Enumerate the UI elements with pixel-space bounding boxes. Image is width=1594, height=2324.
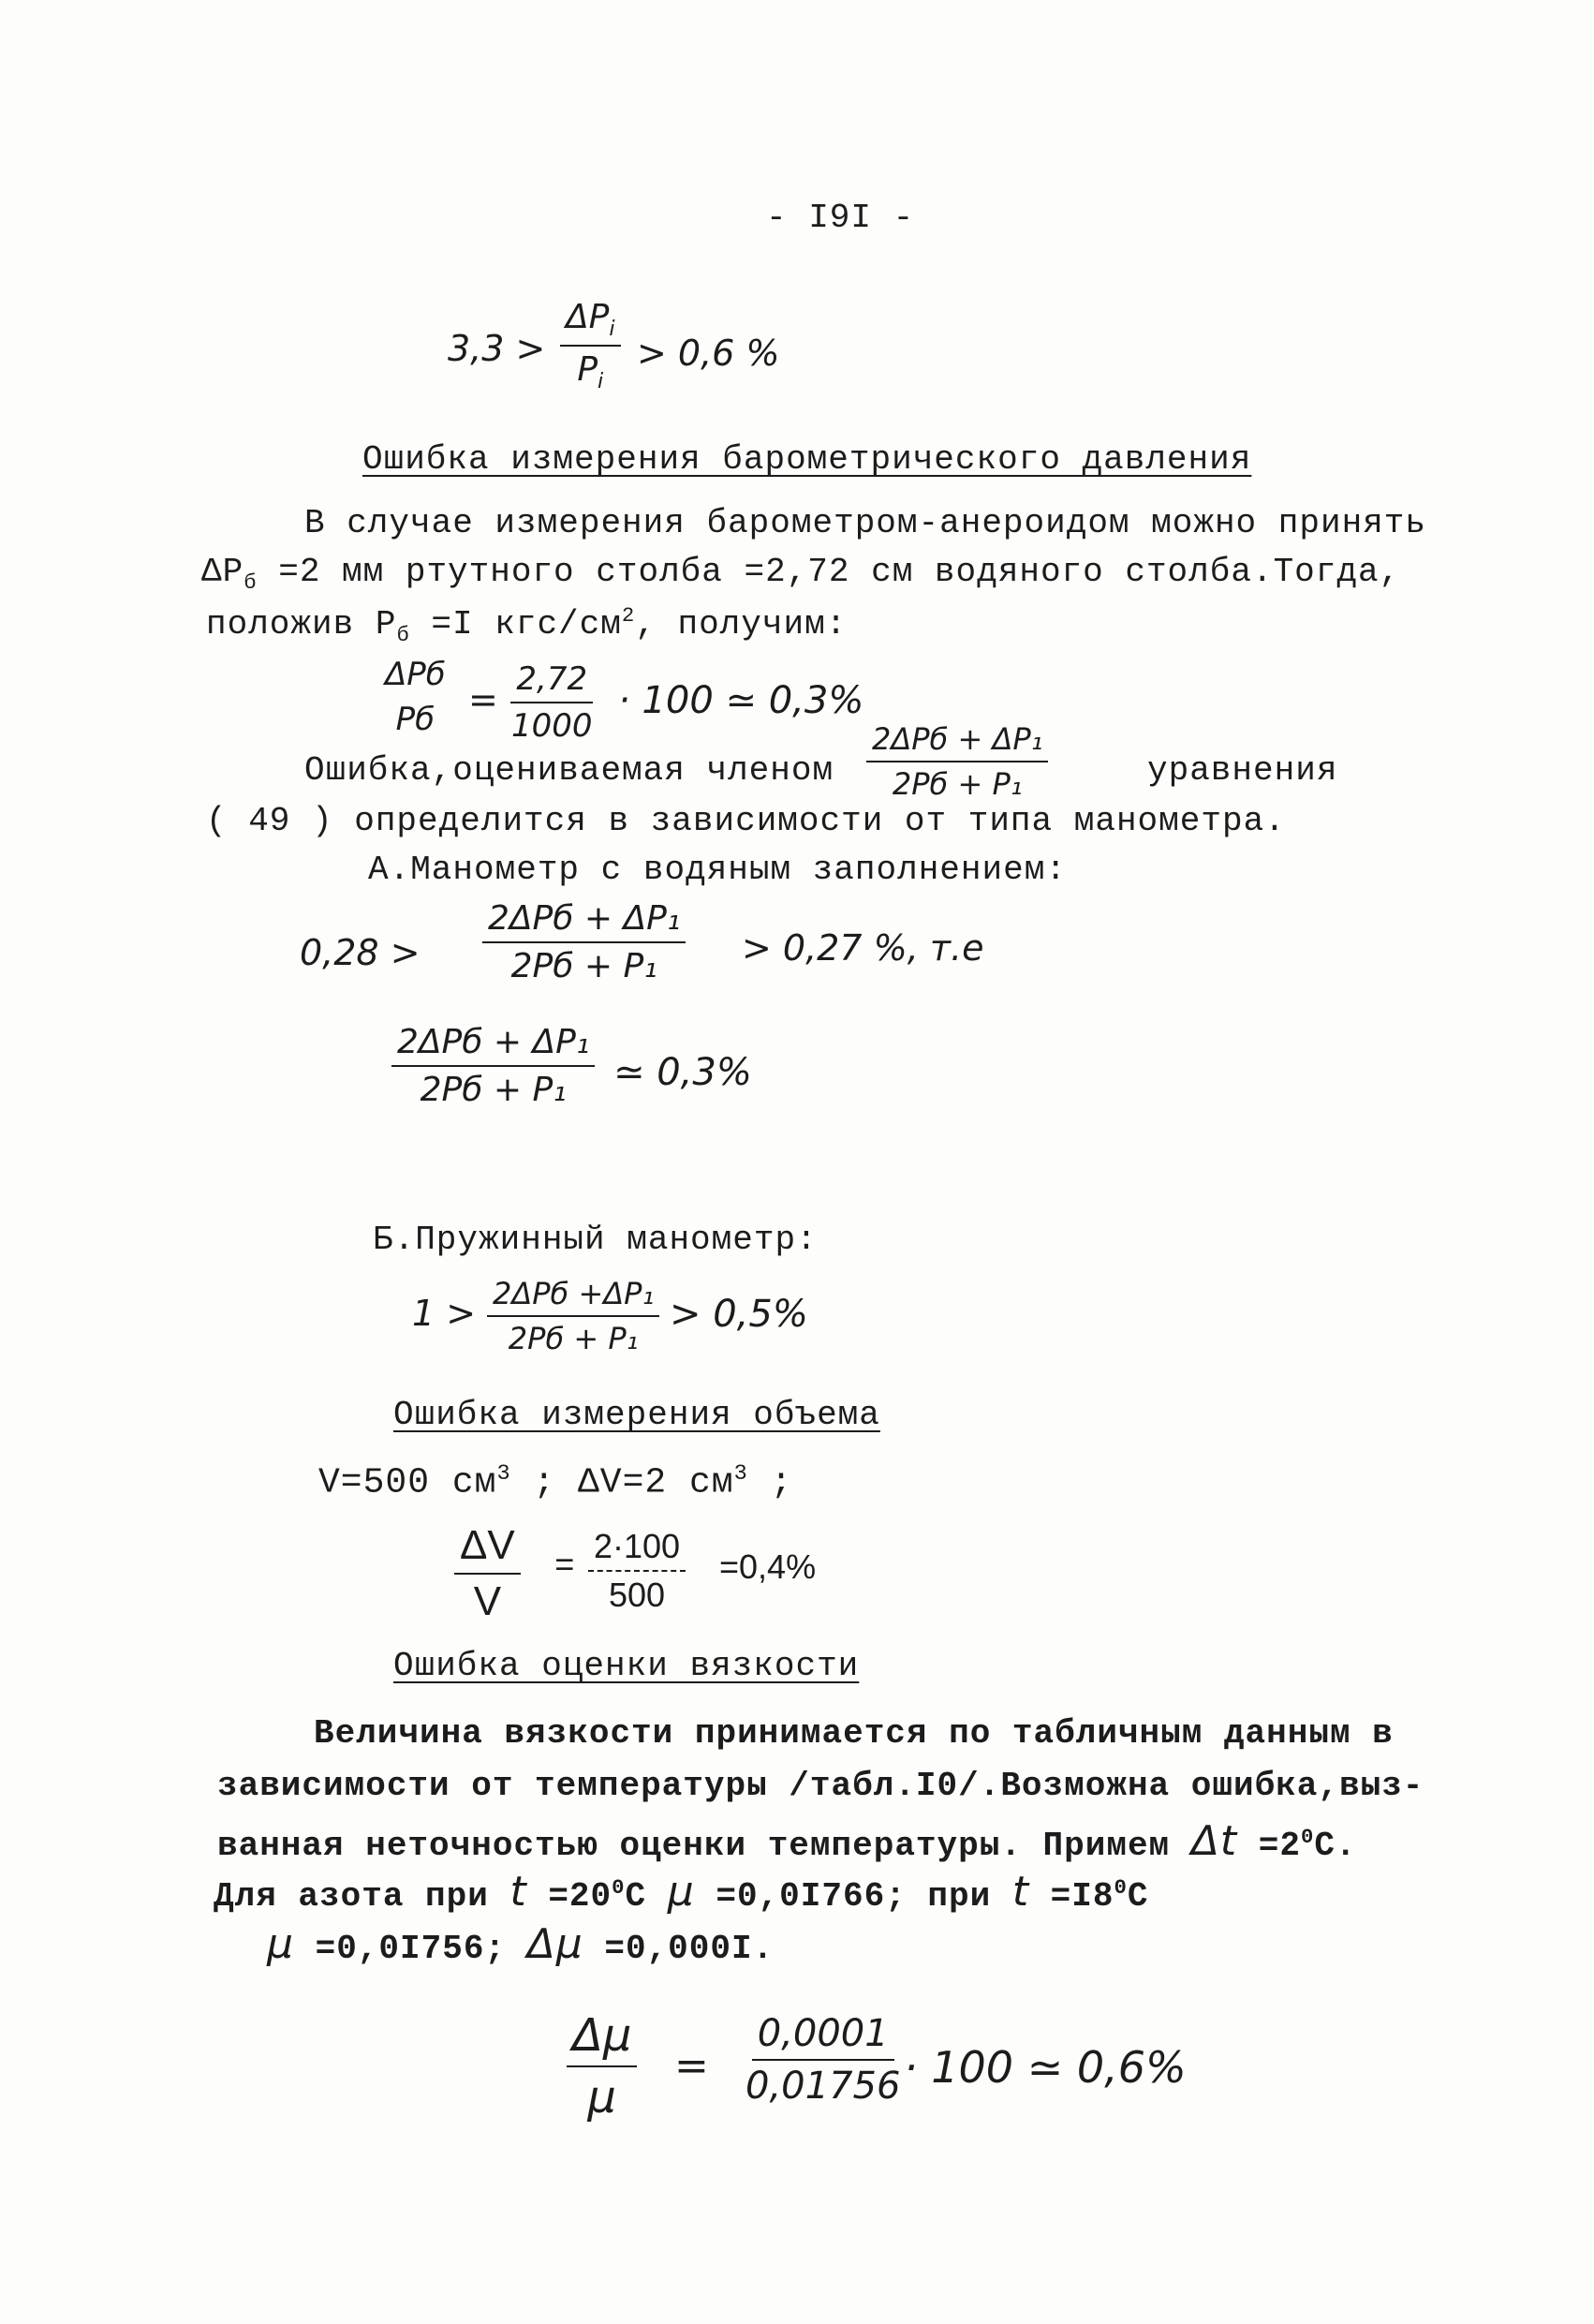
volume-eq-den: V (473, 1578, 502, 1624)
volume-eq-frac-2 (588, 1527, 686, 1615)
volume-line-1-sup: 3 (496, 1461, 511, 1487)
eq1-den-sub: i (598, 369, 604, 394)
baro-delta-p: ΔP (201, 553, 244, 591)
water-eq2-num: 2ΔPб + ΔP₁ (391, 1023, 595, 1067)
spring-eq-right: > 0,5% (670, 1293, 808, 1336)
visc-line-4-d: =0,0I766; при (694, 1877, 1012, 1916)
visc-line-4-b: =20 (526, 1877, 613, 1916)
water-eq2-fraction (391, 1023, 595, 1109)
spring-eq-num: 2ΔPб +ΔP₁ (487, 1276, 659, 1317)
water-eq1-num: 2ΔPб + ΔP₁ (482, 899, 686, 943)
visc-eq-den2: 0,01756 (745, 2065, 901, 2108)
visc-line-3-a: ванная неточностью оценки температуры. Примем (217, 1827, 1191, 1865)
visc-line-3-sup: 0 (1300, 1825, 1315, 1849)
volume-line-1-b: ; ΔV=2 см (510, 1462, 734, 1503)
visc-line-5-dmu: Δμ (526, 1920, 583, 1968)
visc-line-3-b: =2 (1237, 1827, 1301, 1865)
heading-volume: Ошибка измерения объема (393, 1396, 880, 1434)
baro-line-3-sup: 2 (621, 603, 636, 628)
baro-line-2 (201, 553, 1400, 595)
visc-line-3-dt: Δt (1190, 1817, 1238, 1865)
heading-water-manometer: А.Манометр с водяным заполнением: (368, 851, 1067, 889)
baro-delta-p-sub: б (244, 570, 258, 596)
eq1-num-sub: i (609, 317, 615, 342)
spring-eq-left: 1 > (412, 1293, 477, 1334)
visc-eq-num2: 0,0001 (752, 2012, 894, 2061)
eq1-left: 3,3 > (448, 328, 546, 369)
visc-line-3-c: C. (1314, 1827, 1357, 1865)
baro-eq-frac-2 (506, 660, 598, 745)
baro-line-3-sub: б (396, 623, 410, 648)
visc-eq-equals: = (674, 2042, 709, 2090)
visc-line-5-a: =0,0I756; (294, 1930, 527, 1968)
term-frac-den: 2Pб + P₁ (892, 766, 1023, 802)
visc-eq-num: Δμ (567, 2009, 637, 2067)
visc-line-4-mu: μ (667, 1868, 695, 1916)
visc-line-4-c: C (625, 1877, 668, 1916)
visc-line-4-a: Для азота при (214, 1877, 510, 1916)
water-eq1-den: 2Pб + P₁ (510, 947, 657, 985)
eq1-num: ΔP (566, 298, 610, 336)
volume-eq-den2: 500 (609, 1576, 666, 1614)
baro-line-3-b: =I кгс/см (409, 605, 622, 644)
baro-eq-num2: 2,72 (510, 660, 593, 703)
baro-line-1: В случае измерения барометром-анероидом можно принять (304, 504, 1426, 542)
volume-line-1-a: V=500 см (318, 1462, 497, 1503)
visc-eq-frac-1 (567, 2009, 637, 2124)
water-eq1-fraction (482, 899, 686, 985)
eq1-fraction (560, 298, 621, 393)
baro-eq-num: ΔPб (385, 656, 446, 693)
volume-line-1-sup2: 3 (733, 1461, 748, 1487)
spring-eq-den: 2Pб + P₁ (508, 1321, 639, 1356)
volume-line-1 (318, 1461, 792, 1503)
term-fraction (866, 721, 1048, 802)
term-frac-num: 2ΔPб + ΔP₁ (866, 721, 1048, 762)
baro-line-3 (206, 603, 847, 647)
volume-eq-num2: 2·100 (588, 1527, 686, 1572)
heading-spring-manometer: Б.Пружинный манометр: (373, 1221, 818, 1259)
term-line-2: ( 49 ) определится в зависимости от типа манометра. (206, 802, 1286, 840)
visc-eq-frac-2 (740, 2012, 906, 2108)
visc-line-2: зависимости от температуры /табл.I0/.Возможна ошибка,выз- (217, 1767, 1424, 1805)
page-number: - I9I - (766, 199, 915, 237)
baro-line-2-text: =2 мм ртутного столба =2,72 см водяного столба.Тогда, (257, 553, 1401, 591)
volume-line-1-c: ; (747, 1462, 793, 1503)
baro-line-3-a: положив P (206, 605, 397, 644)
volume-eq-num: ΔV (454, 1522, 521, 1575)
visc-line-4-t2: t (1011, 1868, 1030, 1916)
visc-line-5 (267, 1920, 774, 1968)
visc-line-4-e: =I8 (1029, 1877, 1114, 1916)
visc-line-3 (217, 1817, 1357, 1865)
water-eq1-right: > 0,27 %, т.е (742, 927, 984, 969)
baro-eq-equals: = (468, 679, 498, 720)
heading-barometric: Ошибка измерения барометрического давления (362, 440, 1252, 479)
eq1-den: P (577, 350, 598, 390)
visc-line-4-sup: 0 (612, 1875, 626, 1900)
visc-line-5-mu: μ (267, 1920, 294, 1968)
water-eq2-right: ≃ 0,3% (613, 1051, 752, 1094)
volume-eq-equals: = (554, 1547, 575, 1586)
visc-line-4 (214, 1868, 1149, 1916)
baro-line-3-c: , получим: (635, 605, 848, 644)
baro-eq-frac-1 (379, 656, 451, 738)
water-eq1-left: 0,28 > (300, 932, 421, 973)
visc-eq-right: · 100 ≃ 0,6% (904, 2042, 1187, 2093)
visc-line-1: Величина вязкости принимается по табличным данным в (314, 1714, 1394, 1753)
term-line-1-b: уравнения (1147, 751, 1338, 790)
visc-line-4-sup2: 0 (1114, 1875, 1128, 1900)
visc-line-4-f: C (1127, 1877, 1149, 1916)
term-line-1-a: Ошибка,оцениваемая членом (304, 751, 834, 790)
baro-eq-rest: · 100 ≃ 0,3% (618, 679, 864, 722)
volume-eq-right: =0,4% (719, 1547, 817, 1586)
visc-eq-den: μ (587, 2071, 616, 2124)
spring-eq-fraction (487, 1276, 659, 1356)
heading-viscosity: Ошибка оценки вязкости (393, 1647, 860, 1685)
baro-eq-den: Pб (395, 701, 435, 738)
volume-eq-frac-1 (454, 1522, 521, 1625)
visc-line-4-t: t (509, 1868, 527, 1916)
visc-line-5-b: =0,000I. (583, 1930, 775, 1968)
baro-eq-den2: 1000 (511, 707, 593, 745)
eq1-right: > 0,6 % (637, 333, 780, 374)
water-eq2-den: 2Pб + P₁ (420, 1071, 567, 1109)
